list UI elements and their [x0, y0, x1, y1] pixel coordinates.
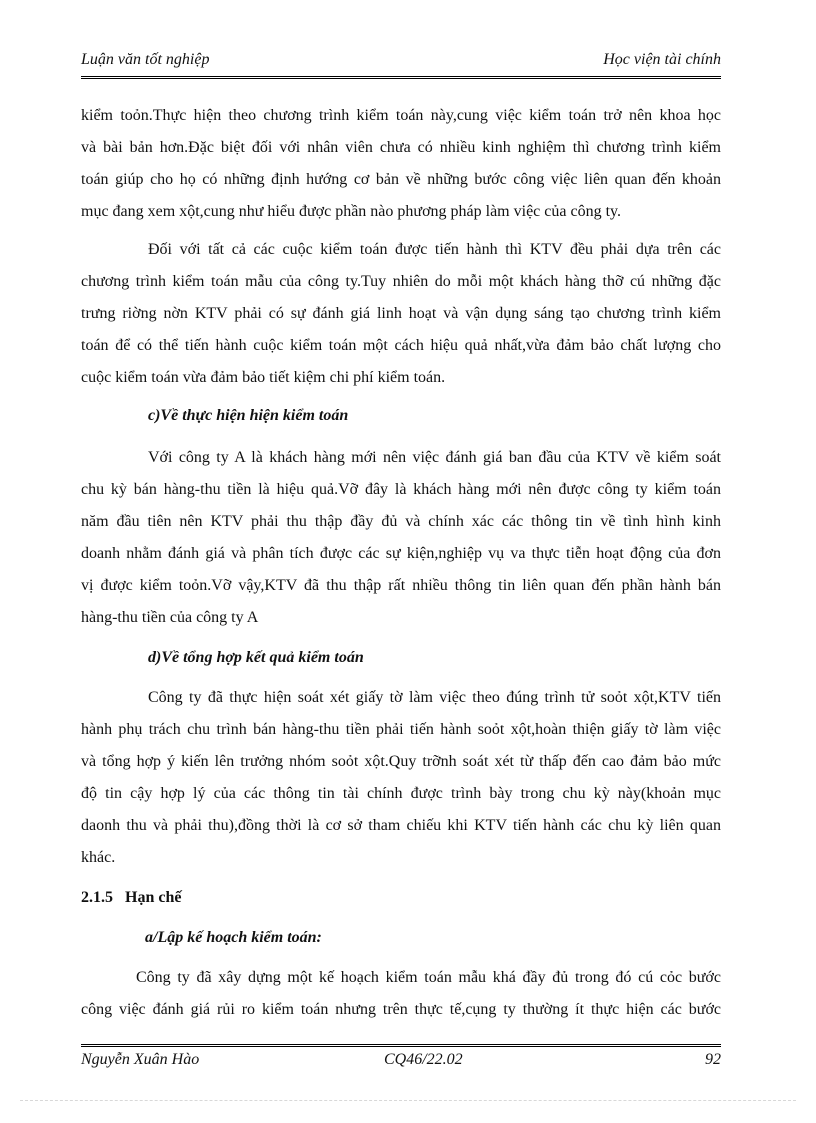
body-line: trưng riờng nờn KTV phải có sự đánh giá linh hoạt và vận dụng sáng tạo chương trình kiểm — [81, 305, 721, 322]
body-line: năm đầu tiên nên KTV phải thu thập đầy đủ và chính xác các thông tin về tình hình kinh — [81, 513, 721, 530]
body-line: khác. — [81, 849, 116, 866]
subheading-c: c)Về thực hiện hiện kiểm toán — [148, 407, 349, 424]
body-line: toán để có thể tiến hành cuộc kiểm toán một cách hiệu quả nhất,vừa đảm bảo chất lượng cho — [81, 337, 721, 354]
subheading-a: a/Lập kế hoạch kiểm toán: — [145, 929, 322, 946]
footer-rule — [81, 1044, 721, 1047]
section-heading — [81, 886, 721, 910]
page-number: 92 — [705, 1051, 721, 1068]
body-line: chu kỳ bán hàng-thu tiền là hiệu quả.Vỡ đây là khách hàng mới nên được công ty kiểm toán — [81, 481, 721, 498]
body-line: công việc đánh giá rủi ro kiểm toán nhưng trên thực tế,cụng ty thường ít thực hiện các bước — [81, 1001, 721, 1018]
body-line: hành phụ trách chu trình bán hàng-thu tiền phải tiến hành soỏt xột,hoàn thiện giấy tờ làm việc — [81, 721, 721, 738]
header-thesis-label: Luận văn tốt nghiệp — [81, 51, 210, 68]
section-title: Hạn chế — [125, 889, 182, 906]
body-line: kiểm toỏn.Thực hiện theo chương trình kiểm toán này,cung việc kiểm toán trở nên khoa học — [81, 107, 721, 124]
body-line: toán giúp cho họ có những định hướng cơ bản về những bước công việc liên quan đến khoản — [81, 171, 721, 188]
header-institution: Học viện tài chính — [603, 51, 721, 68]
subheading-d: d)Về tổng hợp kết quả kiểm toán — [148, 649, 364, 666]
body-line: Công ty đã thực hiện soát xét giấy tờ làm việc theo đúng trình tử soỏt xột,KTV tiến — [148, 689, 721, 706]
body-line: daonh thu và phải thu),đồng thời là cơ sở tham chiếu khi KTV tiến hành các chu kỳ liên quan — [81, 817, 721, 834]
body-line: Với công ty A là khách hàng mới nên việc đánh giá ban đầu của KTV về kiểm soát — [148, 449, 721, 466]
body-line: và bài bản hơn.Đặc biệt đối với nhân viên chưa có nhiều kinh nghiệm thì chương trình kiểm — [81, 139, 721, 156]
footer-author: Nguyễn Xuân Hào — [81, 1051, 200, 1068]
body-line: hàng-thu tiền của công ty A — [81, 609, 259, 626]
body-line: vị được kiểm toỏn.Vỡ vậy,KTV đã thu thập rất nhiều thông tin liên quan đến phần hành bán — [81, 577, 721, 594]
body-line: doanh nhằm đánh giá và phân tích được các sự kiện,nghiệp vụ va thực tiễn hoạt động của đơn — [81, 545, 721, 562]
header-rule — [81, 76, 721, 79]
body-line: chương trình kiểm toán mẫu của công ty.Tuy nhiên do mỗi một khách hàng thỡ cú những đặc — [81, 273, 721, 290]
footer-class-code: CQ46/22.02 — [384, 1051, 463, 1068]
body-line: mục đang xem xột,cung như hiểu được phần nào phương pháp làm việc của công ty. — [81, 203, 621, 220]
body-line: độ tin cậy hợp lý của các thông tin tài chính được trình bày trong chu kỳ này(khoản mục — [81, 785, 721, 802]
body-line: cuộc kiểm toán vừa đảm bảo tiết kiệm chi phí kiểm toán. — [81, 369, 446, 386]
page-header — [81, 51, 721, 75]
page-edge — [20, 1100, 796, 1101]
body-line: Đối với tất cả các cuộc kiểm toán được tiến hành thì KTV đều phải dựa trên các — [148, 241, 721, 258]
section-number: 2.1.5 — [81, 889, 113, 906]
body-line: và tổng hợp ý kiến lên trưởng nhóm soỏt xột.Quy trỡnh soát xét từ thấp đến cao đảm bảo mức — [81, 753, 721, 770]
body-line: Công ty đã xây dựng một kế hoạch kiểm toán mẫu khá đầy đủ trong đó cú cỏc bước — [136, 969, 721, 986]
